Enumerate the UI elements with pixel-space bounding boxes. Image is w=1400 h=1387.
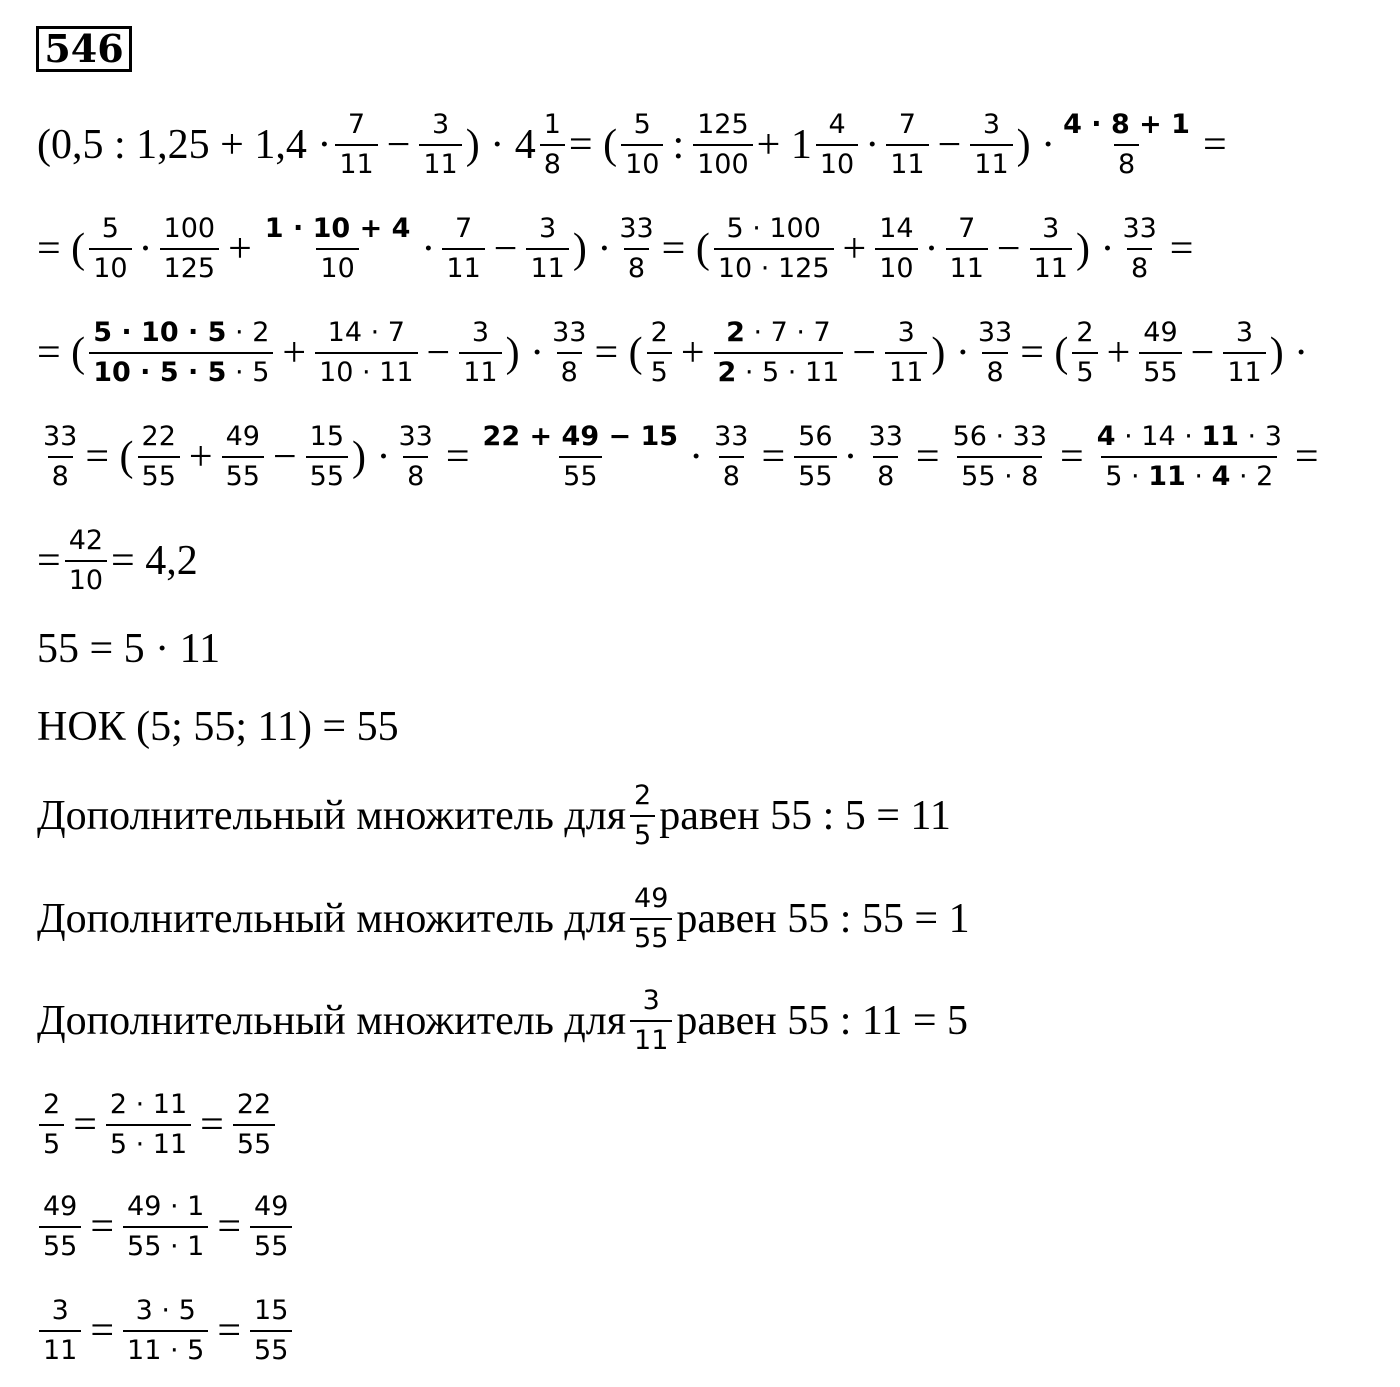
fraction-numerator: 2 xyxy=(1076,317,1094,348)
fraction-denominator: 55 · 1 xyxy=(123,1226,208,1264)
math-text: = ( xyxy=(568,122,618,168)
fraction-denominator: 125 xyxy=(160,248,220,286)
fraction xyxy=(106,1088,191,1162)
solution-line xyxy=(36,526,199,596)
fraction-numerator: 3 xyxy=(1042,213,1060,244)
math-operator: · xyxy=(138,226,153,272)
fraction-numerator: 125 xyxy=(697,109,749,140)
fraction-numerator: 14 · 7 xyxy=(327,317,405,348)
math-operator: · xyxy=(865,122,880,168)
fraction-numerator: 3 xyxy=(51,1295,69,1326)
fraction xyxy=(714,316,844,390)
fraction-numerator: 7 xyxy=(347,109,366,140)
fraction-denominator: 11 xyxy=(459,352,501,390)
fraction xyxy=(335,108,377,182)
fraction xyxy=(394,420,436,494)
fraction-numerator: 33 xyxy=(43,421,78,452)
math-operator: = xyxy=(445,434,470,480)
math-operator: = xyxy=(1169,226,1194,272)
math-text: Дополнительный множитель для xyxy=(37,998,627,1044)
fraction-numerator: 2 · 7 · 7 xyxy=(726,317,831,348)
fraction-denominator: 55 xyxy=(794,456,836,494)
fraction xyxy=(1118,212,1160,286)
fraction-denominator: 8 xyxy=(873,456,898,494)
fraction-numerator: 5 · 10 · 5 · 2 xyxy=(93,317,270,348)
solution-line xyxy=(36,1296,295,1366)
math-text: ) · xyxy=(505,330,545,376)
math-operator: + xyxy=(1106,330,1131,376)
fraction xyxy=(233,1088,275,1162)
fraction-numerator: 2 xyxy=(43,1089,61,1120)
fraction-numerator: 3 xyxy=(982,109,1001,140)
fraction xyxy=(621,108,663,182)
fraction-numerator: 2 xyxy=(634,780,652,811)
fraction-denominator: 55 xyxy=(138,456,180,494)
fraction-numerator: 3 xyxy=(431,109,450,140)
fraction-numerator: 5 · 100 xyxy=(726,213,821,244)
fraction-denominator: 8 xyxy=(557,352,582,390)
math-operator: − xyxy=(426,330,451,376)
math-operator: − xyxy=(852,330,877,376)
math-text: = ( xyxy=(594,330,643,376)
math-text: = ( xyxy=(37,330,86,376)
math-operator: + xyxy=(282,330,307,376)
fraction-denominator: 10 xyxy=(816,144,858,182)
math-text: 55 = 5 · 11 xyxy=(37,626,221,672)
fraction-numerator: 33 xyxy=(714,421,749,452)
fraction-numerator: 42 xyxy=(68,525,104,556)
fraction-numerator: 22 xyxy=(236,1089,272,1120)
fraction xyxy=(693,108,753,182)
fraction xyxy=(39,1190,81,1264)
solution-line xyxy=(36,110,1233,180)
math-text: = ( xyxy=(37,226,86,272)
fraction xyxy=(250,1294,292,1368)
math-operator: = xyxy=(73,1102,97,1148)
math-text: = ( xyxy=(1020,330,1069,376)
fraction-numerator: 3 · 5 xyxy=(135,1295,196,1326)
math-operator: − xyxy=(1190,330,1215,376)
math-operator: = xyxy=(90,1204,115,1250)
fraction-denominator: 8 xyxy=(1114,144,1139,182)
math-text: ) · xyxy=(572,226,612,272)
solution-line xyxy=(36,884,971,954)
math-operator: − xyxy=(386,122,411,168)
fraction-denominator: 11 xyxy=(885,352,927,390)
fraction-denominator: 11 xyxy=(970,144,1012,182)
math-operator: = xyxy=(1294,434,1319,480)
fraction xyxy=(65,524,107,598)
fraction xyxy=(886,108,928,182)
fraction-numerator: 3 xyxy=(1235,317,1254,348)
math-operator: : xyxy=(672,122,685,168)
fraction-denominator: 8 xyxy=(403,456,428,494)
fraction-denominator: 11 xyxy=(419,144,461,182)
solution-line xyxy=(36,214,1199,284)
math-text: равен 55 : 11 = 5 xyxy=(676,998,969,1044)
math-operator: = xyxy=(217,1308,242,1354)
fraction-denominator: 55 xyxy=(222,456,264,494)
fraction-numerator: 4 · 14 · 11 · 3 xyxy=(1096,421,1282,452)
fraction-numerator: 1 · 10 + 4 xyxy=(264,213,411,244)
fraction-numerator: 7 xyxy=(958,213,976,244)
fraction xyxy=(548,316,590,390)
fraction xyxy=(526,212,568,286)
math-operator: + xyxy=(680,330,705,376)
fraction xyxy=(885,316,927,390)
fraction xyxy=(123,1294,208,1368)
fraction-denominator: 2 · 5 · 11 xyxy=(714,352,844,390)
math-operator: · xyxy=(924,226,939,272)
fraction xyxy=(970,108,1012,182)
fraction xyxy=(794,420,836,494)
fraction-denominator: 55 xyxy=(39,1226,81,1264)
fraction-numerator: 4 xyxy=(828,109,846,140)
fraction-denominator: 55 xyxy=(306,456,348,494)
fraction-denominator: 55 xyxy=(1139,352,1181,390)
fraction xyxy=(419,108,461,182)
fraction xyxy=(865,420,907,494)
fraction-numerator: 56 xyxy=(798,421,833,452)
fraction-denominator: 100 xyxy=(693,144,753,182)
fraction xyxy=(1093,420,1286,494)
fraction xyxy=(1139,316,1181,390)
fraction-denominator: 10 · 125 xyxy=(714,248,834,286)
fraction-numerator: 5 xyxy=(101,213,119,244)
fraction-denominator: 5 xyxy=(630,815,655,853)
fraction xyxy=(1059,108,1194,182)
fraction-denominator: 10 xyxy=(89,248,131,286)
fraction-numerator: 100 xyxy=(163,213,216,244)
math-text: = xyxy=(37,538,61,584)
fraction-denominator: 10 · 11 xyxy=(315,352,417,390)
fraction-numerator: 49 xyxy=(254,1191,289,1222)
math-operator: · xyxy=(843,434,858,480)
math-operator: − xyxy=(937,122,962,168)
fraction-numerator: 49 · 1 xyxy=(127,1191,205,1222)
math-text: = ( xyxy=(661,226,710,272)
fraction-denominator: 11 xyxy=(335,144,377,182)
fraction-denominator: 8 xyxy=(982,352,1007,390)
math-operator: − xyxy=(272,434,297,480)
fraction-numerator: 33 xyxy=(619,213,654,244)
fraction xyxy=(816,108,858,182)
fraction-denominator: 5 xyxy=(647,352,672,390)
fraction-numerator: 49 xyxy=(43,1191,78,1222)
fraction xyxy=(875,212,917,286)
solution-line xyxy=(36,986,969,1056)
math-operator: − xyxy=(493,226,518,272)
math-operator: = xyxy=(90,1308,115,1354)
fraction xyxy=(714,212,834,286)
fraction xyxy=(615,212,657,286)
math-text: = 4,2 xyxy=(111,538,198,584)
fraction-numerator: 33 xyxy=(1122,213,1157,244)
fraction xyxy=(138,420,180,494)
math-operator: = xyxy=(915,434,940,480)
fraction-denominator: 11 xyxy=(946,248,988,286)
fraction xyxy=(261,212,415,286)
fraction-denominator: 55 xyxy=(559,456,601,494)
fraction-numerator: 33 xyxy=(398,421,433,452)
fraction xyxy=(630,779,655,853)
fraction xyxy=(250,1190,292,1264)
fraction xyxy=(974,316,1016,390)
math-operator: − xyxy=(996,226,1021,272)
fraction-numerator: 7 xyxy=(898,109,916,140)
solution-line xyxy=(36,318,1309,388)
fraction xyxy=(160,212,220,286)
math-operator: + xyxy=(228,226,252,272)
fraction xyxy=(39,1294,81,1368)
fraction xyxy=(1030,212,1072,286)
fraction xyxy=(39,420,81,494)
fraction-denominator: 11 xyxy=(39,1330,81,1368)
fraction xyxy=(306,420,348,494)
fraction-denominator: 8 xyxy=(624,248,649,286)
fraction-denominator: 10 xyxy=(875,248,917,286)
fraction xyxy=(89,316,273,390)
fraction-numerator: 33 xyxy=(868,421,903,452)
math-text: равен 55 : 5 = 11 xyxy=(659,793,951,839)
math-text: Дополнительный множитель для xyxy=(37,793,627,839)
math-operator: · xyxy=(421,226,436,272)
math-text: ) · xyxy=(931,330,970,376)
fraction xyxy=(630,882,672,956)
solution-line xyxy=(36,1192,295,1262)
math-text: ) · xyxy=(352,434,391,480)
math-operator: + xyxy=(188,434,213,480)
solution-line xyxy=(36,692,400,762)
fraction xyxy=(630,984,672,1058)
math-text: + 1 xyxy=(756,122,812,168)
fraction-denominator: 11 xyxy=(630,1020,672,1058)
fraction xyxy=(442,212,484,286)
fraction-numerator: 1 xyxy=(543,109,561,140)
solution-line xyxy=(36,614,221,684)
fraction-numerator: 14 xyxy=(879,213,914,244)
fraction-denominator: 10 xyxy=(621,144,663,182)
fraction-denominator: 5 xyxy=(1072,352,1097,390)
fraction xyxy=(710,420,752,494)
math-text: ) · xyxy=(1075,226,1115,272)
fraction xyxy=(222,420,264,494)
solution-line xyxy=(36,781,952,851)
fraction xyxy=(39,1088,64,1162)
math-text: ) · 4 xyxy=(465,122,536,168)
fraction-numerator: 5 xyxy=(633,109,651,140)
fraction-numerator: 49 xyxy=(634,883,669,914)
fraction-denominator: 11 xyxy=(886,144,928,182)
fraction-denominator: 10 xyxy=(65,560,107,598)
fraction-denominator: 11 xyxy=(1030,248,1072,286)
fraction-numerator: 4 · 8 + 1 xyxy=(1063,109,1190,140)
math-operator: = xyxy=(761,434,786,480)
fraction-denominator: 55 xyxy=(250,1226,292,1264)
fraction-numerator: 33 xyxy=(977,317,1013,348)
solution-line xyxy=(36,422,1325,492)
fraction xyxy=(1223,316,1265,390)
fraction-denominator: 8 xyxy=(48,456,73,494)
fraction-denominator: 55 xyxy=(250,1330,292,1368)
math-text: (0,5 : 1,25 + 1,4 · xyxy=(37,122,332,168)
fraction-numerator: 3 xyxy=(897,317,915,348)
fraction xyxy=(459,316,501,390)
fraction-denominator: 11 xyxy=(526,248,568,286)
fraction-numerator: 2 xyxy=(650,317,668,348)
math-operator: = xyxy=(1060,434,1084,480)
fraction xyxy=(540,108,565,182)
fraction-denominator: 11 xyxy=(442,248,484,286)
fraction xyxy=(123,1190,208,1264)
math-text: Дополнительный множитель для xyxy=(37,896,627,942)
fraction-denominator: 5 xyxy=(39,1124,64,1162)
fraction-numerator: 2 · 11 xyxy=(109,1089,188,1120)
math-operator: = xyxy=(217,1204,242,1250)
fraction-denominator: 10 xyxy=(316,248,358,286)
math-text: ) · xyxy=(1016,122,1056,168)
fraction-denominator: 55 · 8 xyxy=(957,456,1042,494)
fraction-denominator: 11 xyxy=(1223,352,1265,390)
fraction-denominator: 55 xyxy=(630,918,672,956)
fraction-numerator: 3 xyxy=(539,213,557,244)
math-operator: = xyxy=(200,1102,224,1148)
math-text: НОК (5; 55; 11) = 55 xyxy=(37,704,399,750)
fraction-numerator: 3 xyxy=(471,317,489,348)
fraction-denominator: 8 xyxy=(540,144,565,182)
fraction-denominator: 5 · 11 xyxy=(106,1124,191,1162)
fraction-numerator: 15 xyxy=(309,421,344,452)
fraction xyxy=(647,316,672,390)
fraction-denominator: 10 · 5 · 5 · 5 xyxy=(89,352,273,390)
math-operator: + xyxy=(842,226,867,272)
fraction-numerator: 22 xyxy=(141,421,176,452)
fraction xyxy=(946,212,988,286)
math-text: ) · xyxy=(1269,330,1309,376)
fraction xyxy=(949,420,1051,494)
fraction-denominator: 11 · 5 xyxy=(123,1330,208,1368)
solution-line xyxy=(36,1090,278,1160)
fraction-numerator: 15 xyxy=(254,1295,289,1326)
math-text: = ( xyxy=(85,434,134,480)
fraction xyxy=(89,212,131,286)
fraction-numerator: 56 · 33 xyxy=(952,421,1048,452)
fraction-denominator: 8 xyxy=(719,456,744,494)
fraction-numerator: 3 xyxy=(642,985,660,1016)
problem-number: 546 xyxy=(36,26,132,72)
math-operator: · xyxy=(689,434,704,480)
fraction xyxy=(479,420,683,494)
fraction-denominator: 55 xyxy=(233,1124,275,1162)
math-text: равен 55 : 55 = 1 xyxy=(676,896,970,942)
fraction-numerator: 49 xyxy=(1143,317,1178,348)
fraction-denominator: 5 · 11 · 4 · 2 xyxy=(1101,456,1277,494)
math-operator: = xyxy=(1202,122,1227,168)
fraction xyxy=(1072,316,1097,390)
fraction-numerator: 33 xyxy=(552,317,587,348)
fraction-numerator: 49 xyxy=(225,421,260,452)
fraction-numerator: 22 + 49 − 15 xyxy=(482,421,679,452)
fraction-denominator: 8 xyxy=(1127,248,1152,286)
fraction-numerator: 7 xyxy=(455,213,473,244)
fraction xyxy=(315,316,417,390)
